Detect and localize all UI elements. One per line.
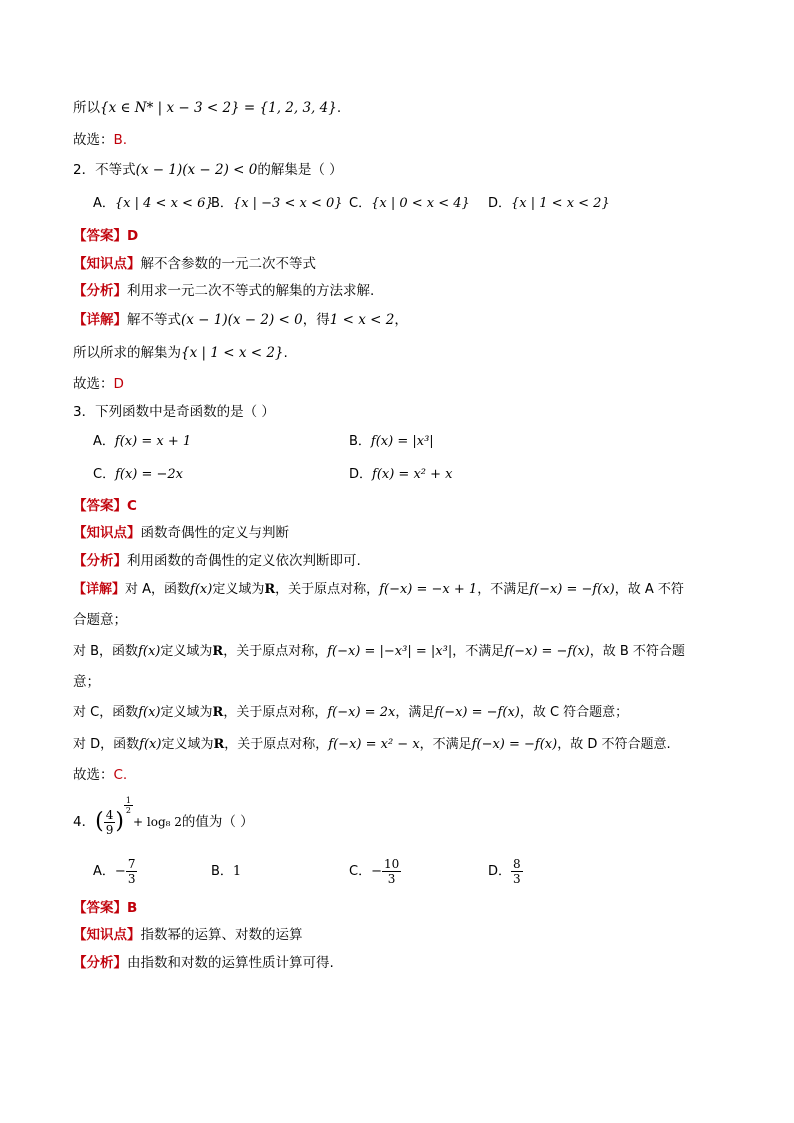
q2-analysis (73, 281, 374, 301)
q3-detail-d (73, 735, 671, 755)
q3-detail-b-cont (73, 672, 100, 692)
q3-option-d (349, 465, 453, 485)
text: ，不满足 (477, 582, 530, 597)
numerator: 10 (383, 857, 400, 871)
analysis-tag: 【分析】 (73, 553, 127, 569)
q2-choose (73, 374, 124, 394)
q4-option-c (349, 855, 401, 889)
option-math: f(x) = |x³| (370, 434, 434, 449)
math: f(x) (138, 705, 161, 720)
option-value: 1 (232, 864, 242, 879)
option-letter: C． (349, 196, 372, 211)
q2-option-a (93, 194, 214, 214)
q3-detail-b (73, 642, 685, 662)
answer-value: B (127, 900, 138, 916)
text: ，不满足 (452, 644, 505, 659)
text: 定义域为 (160, 644, 213, 659)
numerator: 7 (127, 857, 136, 871)
denominator: 3 (387, 872, 396, 886)
text: . (336, 100, 342, 116)
analysis-tag: 【分析】 (73, 955, 127, 971)
knowledge-text: 解不含参数的一元二次不等式 (140, 256, 316, 272)
detail-tag: 【详解】 (73, 312, 127, 328)
q4-option-b (211, 855, 241, 889)
option-letter: B． (211, 864, 233, 879)
analysis-text: 利用函数的奇偶性的定义依次判断即可. (127, 553, 361, 569)
text: 定义域为 (161, 737, 214, 752)
math: f(−x) = x² − x (328, 737, 420, 752)
answer-value: D (113, 376, 124, 392)
question-2-stem (73, 160, 343, 180)
text: 3．下列函数中是奇函数的是（ ） (73, 404, 275, 420)
numerator: 1 (125, 796, 132, 805)
answer-tag: 【答案】 (73, 498, 127, 514)
math-log: + log₈ 2 (133, 815, 182, 829)
math: f(x) (139, 737, 162, 752)
option-letter: C． (93, 467, 116, 482)
option-math: f(x) = −2x (115, 467, 184, 482)
text: 定义域为 (212, 582, 265, 597)
option-math: {x | 4 < x < 6} (114, 196, 214, 211)
option-letter: D． (488, 864, 512, 879)
q4-knowledge-point (73, 925, 303, 945)
analysis-text: 利用求一元二次不等式的解集的方法求解. (127, 283, 375, 299)
option-letter: A． (93, 196, 115, 211)
text: ，满足 (395, 705, 435, 720)
q2-option-b (211, 194, 343, 214)
option-math: {x | 1 < x < 2} (511, 196, 610, 211)
option-fraction (511, 857, 523, 886)
math-real-set: R (213, 737, 225, 752)
answer-value: C (127, 498, 137, 514)
text: 的值为（ ） (181, 814, 254, 830)
q2-option-c (349, 194, 470, 214)
math: {x | 1 < x < 2} (181, 345, 284, 361)
q3-detail-a-cont (73, 610, 127, 630)
knowledge-tag: 【知识点】 (73, 256, 141, 272)
math: f(−x) = −f(x) (529, 582, 615, 597)
option-letter: B． (349, 434, 371, 449)
q3-option-b (349, 432, 434, 452)
detail-tag: 【详解】 (73, 582, 126, 597)
option-math: f(x) = x² + x (372, 467, 453, 482)
option-math: f(x) = x + 1 (114, 434, 192, 449)
option-letter: C． (349, 864, 372, 879)
question-4-stem (73, 796, 254, 844)
math-real-set: R (264, 582, 276, 597)
fraction-base (104, 808, 116, 837)
math-inequality: (x − 1)(x − 2) < 0 (135, 162, 258, 178)
text: 故选： (73, 376, 114, 392)
text: ，故 C 符合题意； (519, 705, 629, 720)
q2-option-d (488, 194, 610, 214)
text: 2．不等式 (73, 162, 136, 178)
text: ， (394, 312, 408, 328)
math: f(−x) = −f(x) (471, 737, 558, 752)
math: f(−x) = −f(x) (434, 705, 520, 720)
left-paren: ( (95, 809, 104, 834)
q3-detail-a (73, 580, 684, 600)
q3-detail-c (73, 703, 628, 723)
knowledge-text: 函数奇偶性的定义与判断 (140, 525, 289, 541)
q2-knowledge-point (73, 254, 316, 274)
math-set-expression: {x ∈ N* | x − 3 < 2} = {1, 2, 3, 4} (100, 100, 337, 116)
numerator: 4 (105, 807, 114, 822)
text: 4． (73, 814, 96, 830)
conclusion-line (73, 98, 341, 118)
right-paren: ) (115, 809, 124, 834)
answer-value: D (127, 228, 139, 244)
option-letter: A． (93, 434, 115, 449)
math: f(−x) = |−x³| = |x³| (327, 644, 453, 659)
text: 解不等式 (127, 312, 181, 328)
text: . (283, 345, 288, 361)
q2-detail-2 (73, 343, 288, 363)
knowledge-tag: 【知识点】 (73, 525, 141, 541)
option-math: {x | 0 < x < 4} (371, 196, 470, 211)
math: f(−x) = −f(x) (504, 644, 590, 659)
text: ，故 A 不符 (614, 582, 684, 597)
answer-value: C. (113, 767, 128, 783)
answer-value: B. (113, 132, 128, 148)
choice-line (73, 130, 127, 150)
text: 定义域为 (160, 705, 213, 720)
math: f(−x) = 2x (327, 705, 396, 720)
q3-option-c (93, 465, 183, 485)
q4-answer (73, 898, 137, 918)
option-letter: D． (349, 467, 373, 482)
q4-option-a (93, 855, 137, 889)
analysis-tag: 【分析】 (73, 283, 127, 299)
q3-knowledge-point (73, 523, 289, 543)
q3-analysis (73, 551, 361, 571)
option-letter: B． (211, 196, 233, 211)
option-letter: A． (93, 864, 115, 879)
text: 对 D，函数 (73, 737, 140, 752)
text: ，故 D 不符合题意. (557, 737, 671, 752)
text: ，关于原点对称， (224, 737, 329, 752)
denominator: 3 (127, 872, 136, 886)
math-real-set: R (212, 644, 224, 659)
math: (x − 1)(x − 2) < 0 (181, 312, 303, 328)
text: 的解集是（ ） (257, 162, 343, 178)
option-fraction (126, 857, 138, 886)
text: ，关于原点对称， (223, 705, 328, 720)
q2-answer (73, 226, 138, 246)
denominator: 9 (105, 822, 114, 837)
option-letter: D． (488, 196, 512, 211)
text: 合题意； (73, 612, 127, 628)
text: 意； (73, 674, 100, 690)
fraction-exponent (124, 796, 133, 815)
text: 故选： (73, 132, 114, 148)
option-math: {x | −3 < x < 0} (232, 196, 343, 211)
math: f(x) (190, 582, 213, 597)
text: ，不满足 (419, 737, 472, 752)
text: ，得 (302, 312, 330, 328)
answer-tag: 【答案】 (73, 900, 127, 916)
q3-option-a (93, 432, 191, 452)
analysis-text: 由指数和对数的运算性质计算可得. (127, 955, 334, 971)
q4-analysis (73, 953, 334, 973)
q4-option-d (488, 855, 523, 889)
text: 所以所求的解集为 (73, 345, 181, 361)
text: ，关于原点对称， (275, 582, 380, 597)
denominator: 2 (125, 806, 132, 815)
text: 对 A，函数 (125, 582, 191, 597)
denominator: 3 (513, 872, 521, 886)
text: 所以 (73, 100, 100, 116)
text: ，故 B 不符合题 (589, 644, 685, 659)
math: 1 < x < 2 (329, 312, 395, 328)
sign: − (371, 864, 382, 879)
math-real-set: R (212, 705, 224, 720)
question-3-stem (73, 402, 275, 422)
text: 对 C，函数 (73, 705, 139, 720)
numerator: 8 (513, 857, 521, 871)
q3-answer (73, 496, 137, 516)
text: 对 B，函数 (73, 644, 139, 659)
text: ，关于原点对称， (223, 644, 328, 659)
q3-choose (73, 765, 127, 785)
option-fraction (382, 857, 401, 886)
answer-tag: 【答案】 (73, 228, 127, 244)
knowledge-tag: 【知识点】 (73, 927, 141, 943)
sign: − (114, 864, 126, 879)
math: f(−x) = −x + 1 (379, 582, 478, 597)
knowledge-text: 指数幂的运算、对数的运算 (140, 927, 303, 943)
q2-detail (73, 310, 408, 330)
text: 故选： (73, 767, 114, 783)
math: f(x) (138, 644, 161, 659)
